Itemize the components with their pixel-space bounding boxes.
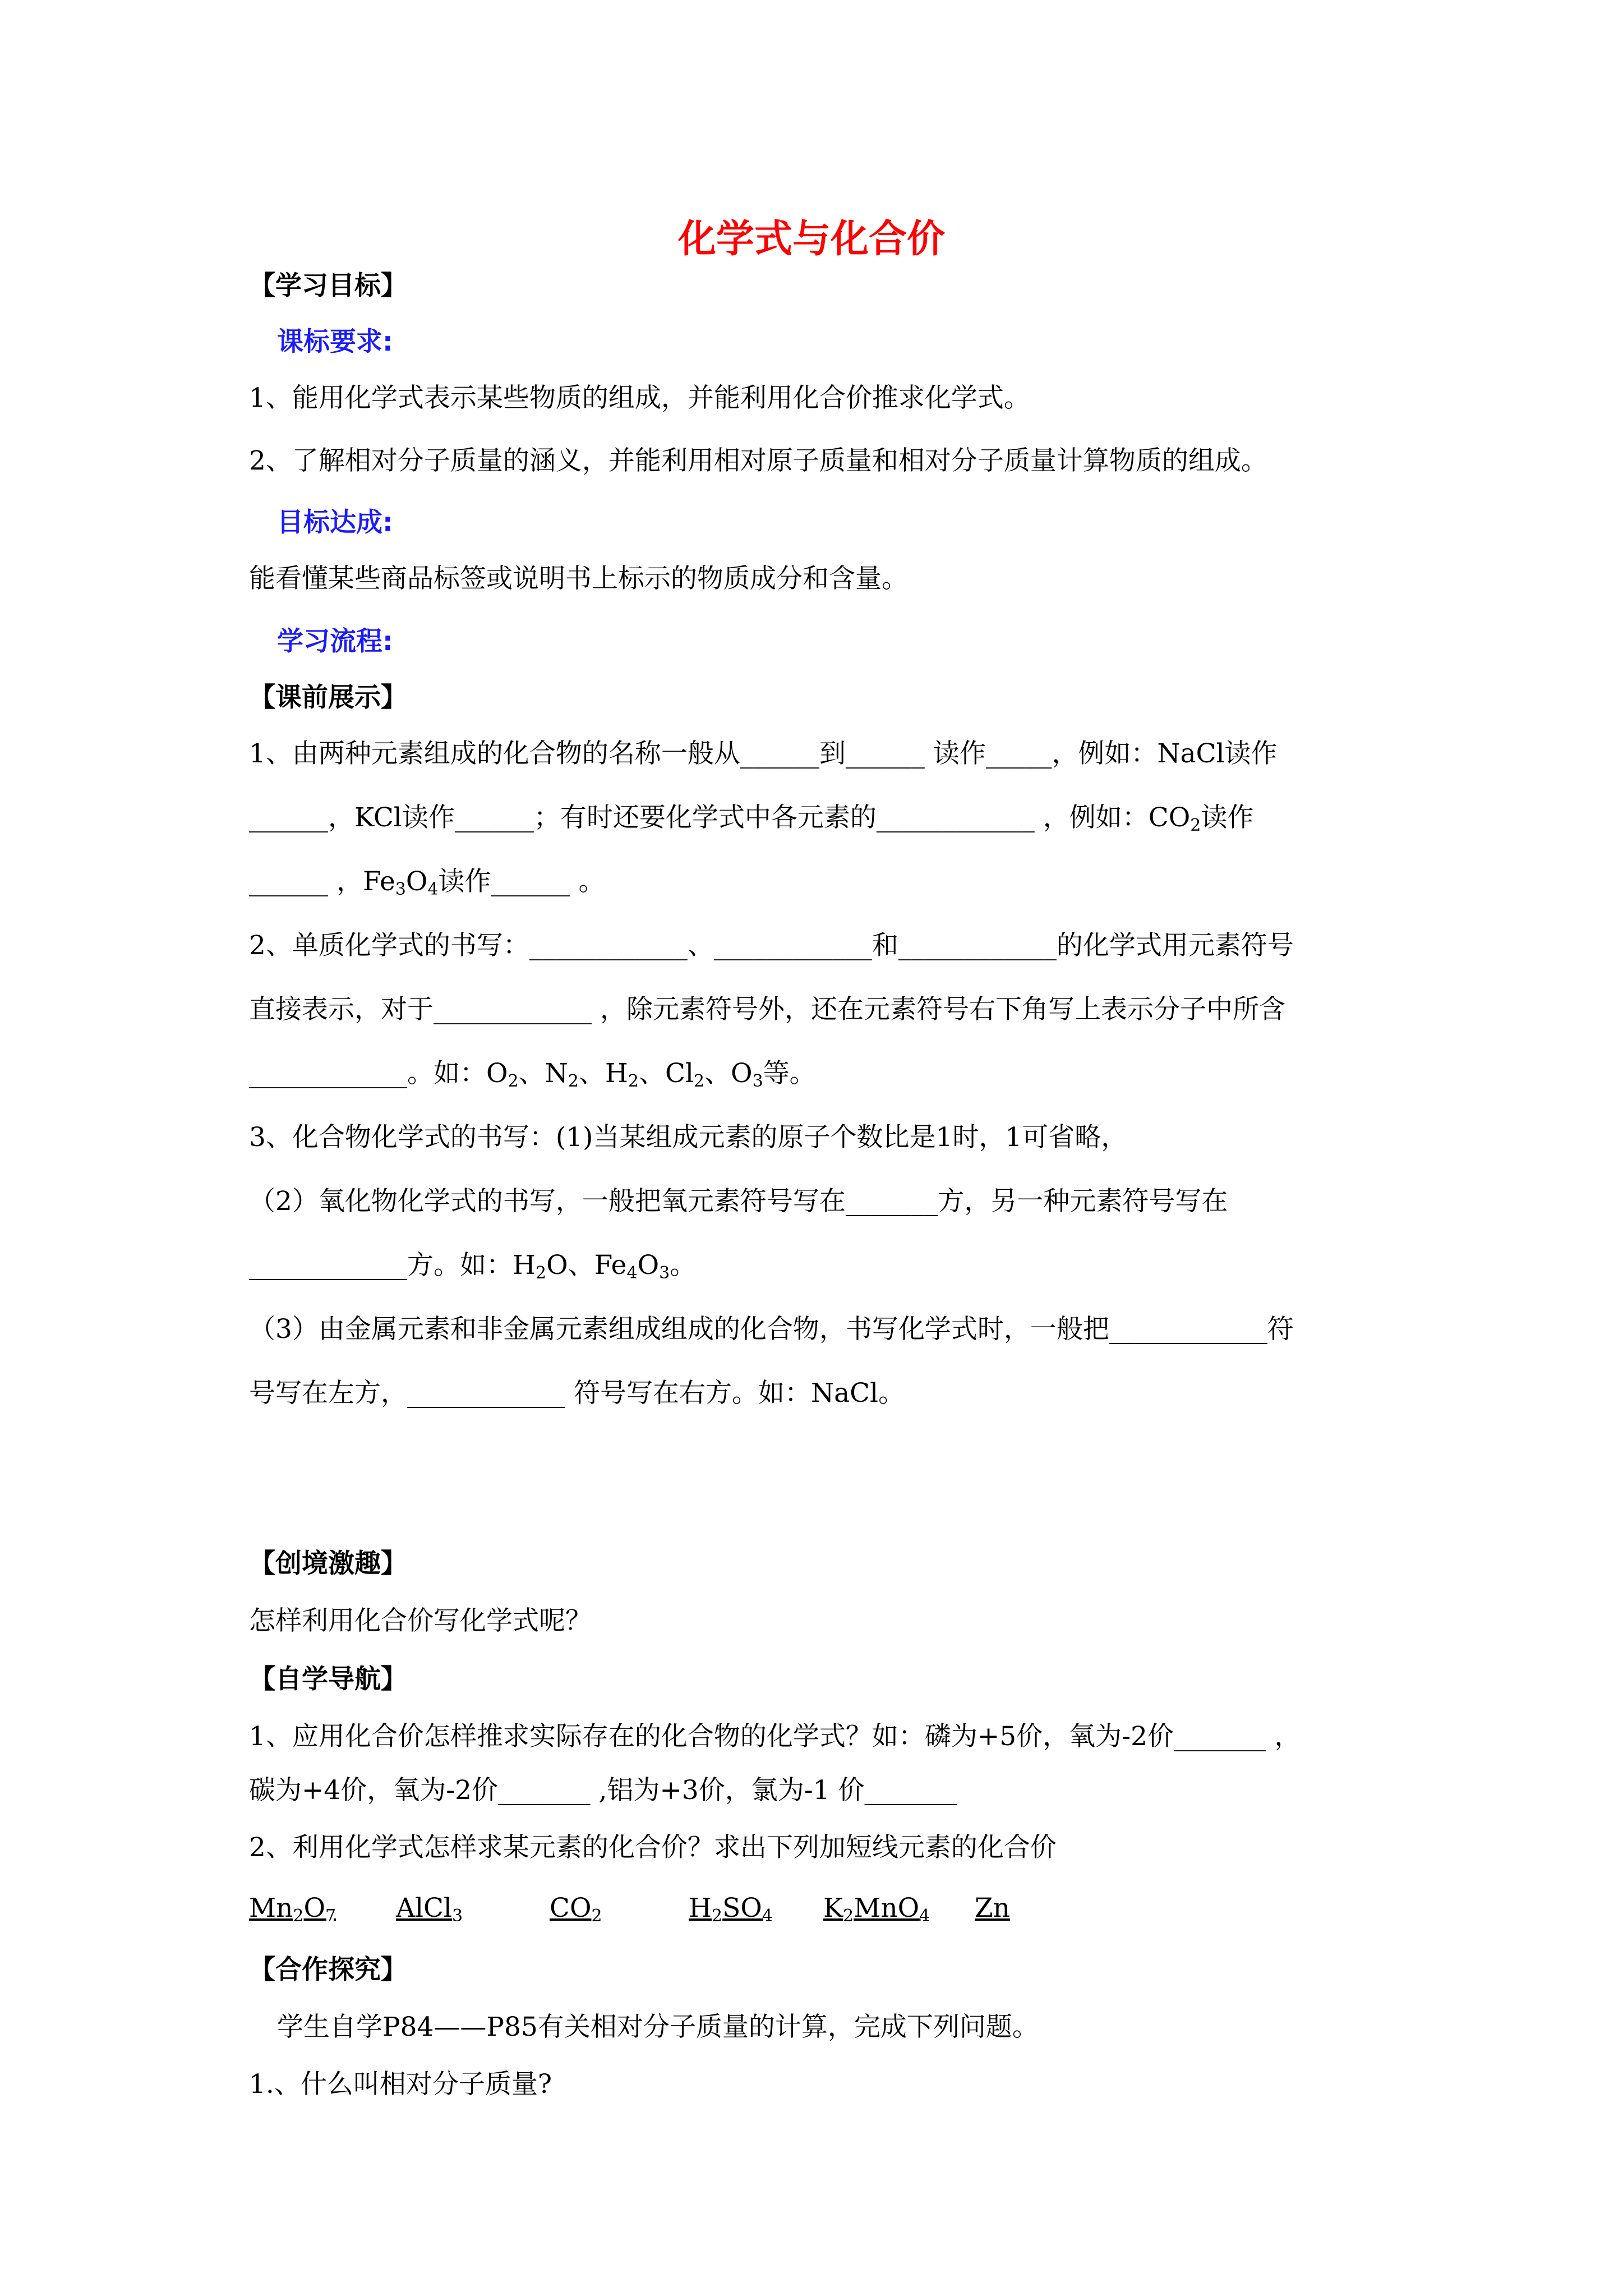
subheading-flow: 学习流程: [277,626,393,657]
formula-alcl3: AlCl$_3$ [396,1893,463,1926]
page-title: 化学式与化合价 [677,217,945,261]
target-1: 能看懂某些商品标签或说明书上标示的物质成分和含量。 [249,563,908,594]
section-heading-preview: 【课前展示】 [249,682,407,713]
goal-1: 1、能用化学式表示某些物质的组成，并能利用化合价推求化学式。 [249,383,1030,413]
section-heading-self-study: 【自学导航】 [249,1664,407,1695]
cooperation-intro: 学生自学P84——P85有关相对分子质量的计算，完成下列问题。 [277,2012,1039,2042]
self-study-item-1-line-2: 碳为+4价，氧为-2价_______ ,铝为+3价，氯为-1 价_______ [249,1775,957,1806]
self-study-item-1-line-1: 1、应用化合价怎样推求实际存在的化合物的化学式？如：磷为+5价，氧为-2价_______ ， [249,1721,1301,1752]
preview-item-2-line-1: 2、单质化学式的书写：____________、____________和____________的化学式用元素符号 [249,930,1294,961]
section-heading-scene: 【创境激趣】 [249,1548,407,1579]
preview-item-3-line-3: ____________方。如：$H_2O$、$Fe_4O_3$。 [249,1250,697,1283]
subheading-curriculum: 课标要求: [277,326,393,357]
goal-2: 2、了解相对分子质量的涵义，并能利用相对原子质量和相对分子质量计算物质的组成。 [249,445,1267,476]
cooperation-question-1: 1.、什么叫相对分子质量? [249,2069,552,2100]
formula-h2so4: $H_2SO_4$ [689,1893,773,1926]
formula-co2: $CO_2$ [550,1893,602,1926]
formula-list [0,1890,1623,1926]
section-heading-cooperation: 【合作探究】 [249,1954,407,1985]
formula-k2mno4: $K_2MnO_4$ [823,1893,930,1926]
section-heading-goals: 【学习目标】 [249,270,407,301]
preview-item-1-line-2: ______，KCl读作______；有时还要化学式中各元素的____________ ，例如：$CO_2$读作 [249,802,1254,835]
subheading-target: 目标达成: [277,507,393,538]
formula-mn2o7: $Mn_2O_7$ [249,1893,336,1926]
preview-item-3-line-1: 3、化合物化学式的书写：(1)当某组成元素的原子个数比是1时，1可省略， [249,1122,1128,1153]
preview-item-3-line-5: 号写在左方，____________ 符号写在右方。如：NaCl。 [249,1378,905,1409]
scene-question: 怎样利用化合价写化学式呢？ [249,1605,592,1636]
preview-item-3-line-4: （3）由金属元素和非金属元素组成组成的化合物，书写化学式时，一般把____________符 [249,1314,1294,1345]
formula-zn: Zn [975,1893,1010,1924]
preview-item-2-line-2: 直接表示，对于____________ ，除元素符号外，还在元素符号右下角写上表示分子中所含 [249,994,1285,1025]
preview-item-1-line-1: 1、由两种元素组成的化合物的名称一般从______到______ 读作_____，例如：NaCl读作 [249,738,1278,769]
preview-item-3-line-2: （2）氧化物化学式的书写，一般把氧元素符号写在_______方，另一种元素符号写在 [249,1186,1228,1217]
self-study-item-2: 2、利用化学式怎样求某元素的化合价？求出下列加短线元素的化合价 [249,1832,1057,1863]
preview-item-1-line-3: ______ ，$Fe_3O_4$读作______ 。 [249,866,605,899]
preview-item-2-line-3: ____________。如：$O_2$、$N_2$、$H_2$、$Cl_2$、$O_3$等。 [249,1058,816,1091]
